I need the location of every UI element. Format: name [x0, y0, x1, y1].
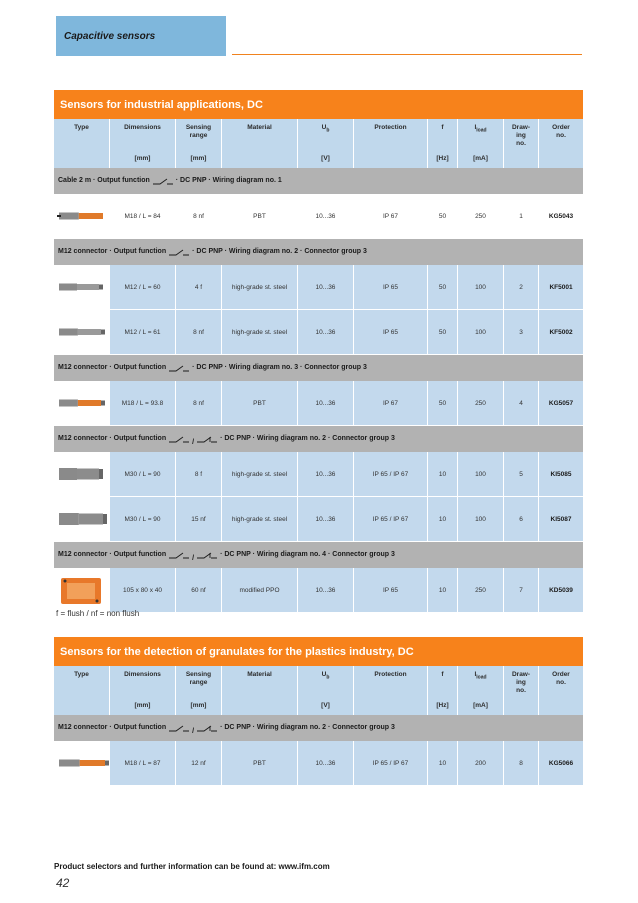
group-prefix: M12 connector · Output function: [58, 364, 167, 371]
sensor-image: [54, 310, 110, 354]
cell-iload: 250: [458, 194, 504, 238]
group-prefix: M12 connector · Output function: [58, 724, 167, 731]
page-number: 42: [56, 876, 70, 890]
sensor-icon: [55, 575, 109, 605]
sensor-image: [54, 194, 110, 238]
cell-material: PBT: [222, 741, 298, 785]
no-contact-icon: [168, 248, 190, 257]
cell-range: 8 nf: [176, 194, 222, 238]
group-suffix: · DC PNP · Wiring diagram no. 2 · Connector group 3: [192, 248, 367, 255]
cell-protection: IP 65: [354, 568, 428, 612]
col-dimensions: Dimensions [mm]: [110, 666, 176, 715]
cell-ub: 10...36: [298, 497, 354, 541]
col-type: Type: [54, 119, 110, 168]
cell-protection: IP 65: [354, 310, 428, 354]
col-ub: $U_b$ [V]: [298, 666, 354, 715]
cell-dimensions: M18 / L = 87: [110, 741, 176, 785]
cell-dimensions: M30 / L = 90: [110, 497, 176, 541]
output-function-symbol: /: [166, 551, 220, 562]
cell-material: PBT: [222, 381, 298, 425]
cell-dimensions: M30 / L = 90: [110, 452, 176, 496]
cell-ub: 10...36: [298, 310, 354, 354]
cell-range: 15 nf: [176, 497, 222, 541]
output-function-symbol: [166, 248, 192, 259]
cell-range: 8 nf: [176, 381, 222, 425]
cell-order: KG5043: [548, 212, 574, 220]
cell-protection: IP 67: [354, 194, 428, 238]
cell-iload: 100: [458, 497, 504, 541]
cell-dimensions: 105 x 80 x 40: [110, 568, 176, 612]
cell-ub: 10...36: [298, 194, 354, 238]
cell-iload: 250: [458, 568, 504, 612]
cell-order: KF5001: [539, 265, 583, 309]
cell-protection: IP 67: [354, 381, 428, 425]
table-header: [54, 666, 583, 715]
group-header: [54, 715, 583, 741]
cell-range: 60 nf: [176, 568, 222, 612]
sensor-image: [54, 452, 110, 496]
col-drawing: Draw- ing no.: [504, 119, 539, 168]
col-order: Order no.: [552, 124, 570, 139]
cell-frequency: 10: [428, 452, 458, 496]
table-row: [54, 310, 583, 355]
table-header: [54, 119, 583, 168]
no-contact-icon: [152, 177, 174, 186]
group-header: [54, 542, 583, 568]
cell-protection: IP 65 / IP 67: [354, 452, 428, 496]
cell-material: high-grade st. steel: [222, 452, 298, 496]
cell-order: KI5087: [539, 497, 583, 541]
cell-dimensions: M12 / L = 61: [110, 310, 176, 354]
cell-drawing: 6: [504, 497, 539, 541]
col-type: Type: [54, 666, 110, 715]
cell-range: 8 nf: [176, 310, 222, 354]
no-contact-icon: [168, 724, 190, 733]
nc-contact-icon: [196, 551, 218, 560]
cell-ub: 10...36: [298, 381, 354, 425]
cell-dimensions: M18 / L = 93.8: [110, 381, 176, 425]
cell-order: KG5057: [539, 381, 583, 425]
cell-iload: 200: [458, 741, 504, 785]
col-order: Order no.: [552, 671, 570, 686]
cell-range: 12 nf: [176, 741, 222, 785]
section-industrial: [54, 90, 583, 613]
cell-order: KF5002: [539, 310, 583, 354]
sensor-icon: [55, 201, 109, 231]
sensor-image: [54, 381, 110, 425]
cell-frequency: 10: [428, 741, 458, 785]
cell-ub: 10...36: [298, 265, 354, 309]
sensor-image: [54, 741, 110, 785]
flush-note: f = flush / nf = non flush: [56, 609, 140, 618]
col-ub: $U_b$ [V]: [298, 119, 354, 168]
group-header: [54, 355, 583, 381]
col-iload: $I_{load}$ [mA]: [458, 119, 504, 168]
sensor-icon: [55, 388, 109, 418]
sensor-icon: [55, 748, 109, 778]
cell-drawing: 5: [504, 452, 539, 496]
group-suffix: · DC PNP · Wiring diagram no. 1: [175, 177, 282, 184]
footer-info: Product selectors and further information can be found at: www.ifm.com: [54, 862, 330, 871]
output-function-symbol: /: [166, 724, 220, 735]
col-iload: $I_{load}$ [mA]: [458, 666, 504, 715]
cell-frequency: 10: [428, 497, 458, 541]
cell-iload: 100: [458, 452, 504, 496]
category-title: Capacitive sensors: [64, 31, 156, 42]
table-row: [54, 452, 583, 497]
output-function-symbol: [166, 364, 192, 375]
col-frequency: f [Hz]: [428, 666, 458, 715]
cell-material: modified PPO: [222, 568, 298, 612]
col-protection: Protection: [354, 666, 428, 715]
col-range: Sensing range [mm]: [176, 666, 222, 715]
no-contact-icon: [168, 364, 190, 373]
group-prefix: M12 connector · Output function: [58, 435, 167, 442]
sensor-icon: [55, 272, 109, 302]
table-row: [54, 497, 583, 542]
cell-range: 4 f: [176, 265, 222, 309]
cell-frequency: 50: [428, 381, 458, 425]
col-protection: Protection: [354, 119, 428, 168]
cell-material: PBT: [222, 194, 298, 238]
group-prefix: M12 connector · Output function: [58, 551, 167, 558]
cell-frequency: 50: [428, 194, 458, 238]
section-granulates: [54, 637, 583, 786]
group-suffix: · DC PNP · Wiring diagram no. 2 · Connector group 3: [220, 724, 395, 731]
cell-range: 8 f: [176, 452, 222, 496]
cell-drawing: 7: [504, 568, 539, 612]
cell-drawing: 4: [504, 381, 539, 425]
group-suffix: · DC PNP · Wiring diagram no. 4 · Connector group 3: [220, 551, 395, 558]
table-row: [54, 381, 583, 426]
sensor-image: [54, 497, 110, 541]
cell-protection: IP 65 / IP 67: [354, 497, 428, 541]
table-row: [54, 568, 583, 613]
cell-dimensions: M12 / L = 60: [110, 265, 176, 309]
header-rule: [232, 54, 582, 55]
cell-frequency: 50: [428, 310, 458, 354]
group-prefix: Cable 2 m · Output function: [58, 177, 150, 184]
table-row: [54, 194, 583, 239]
cell-protection: IP 65 / IP 67: [354, 741, 428, 785]
cell-dimensions: M18 / L = 84: [110, 194, 176, 238]
col-frequency: f [Hz]: [428, 119, 458, 168]
table-row: [54, 265, 583, 310]
no-contact-icon: [168, 551, 190, 560]
cell-material: high-grade st. steel: [222, 265, 298, 309]
group-header: [54, 426, 583, 452]
group-prefix: M12 connector · Output function: [58, 248, 167, 255]
category-tab: [56, 16, 226, 56]
table-row: [54, 741, 583, 786]
cell-order: KG5066: [539, 741, 583, 785]
cell-order: KD5039: [539, 568, 583, 612]
col-dimensions: Dimensions [mm]: [110, 119, 176, 168]
col-material: Material: [222, 666, 298, 715]
nc-contact-icon: [196, 724, 218, 733]
cell-iload: 250: [458, 381, 504, 425]
no-contact-icon: [168, 435, 190, 444]
cell-drawing: 8: [504, 741, 539, 785]
col-range: Sensing range [mm]: [176, 119, 222, 168]
sensor-icon: [55, 459, 109, 489]
cell-material: high-grade st. steel: [222, 497, 298, 541]
group-suffix: · DC PNP · Wiring diagram no. 2 · Connector group 3: [220, 435, 395, 442]
cell-ub: 10...36: [298, 741, 354, 785]
sensor-icon: [55, 317, 109, 347]
cell-iload: 100: [458, 310, 504, 354]
group-header: [54, 239, 583, 265]
col-material: Material: [222, 119, 298, 168]
group-suffix: · DC PNP · Wiring diagram no. 3 · Connector group 3: [192, 364, 367, 371]
cell-order: KI5085: [539, 452, 583, 496]
output-function-symbol: [150, 177, 176, 188]
cell-iload: 100: [458, 265, 504, 309]
cell-drawing: 1: [504, 194, 539, 238]
cell-drawing: 2: [504, 265, 539, 309]
cell-frequency: 10: [428, 568, 458, 612]
col-drawing: Draw- ing no.: [504, 666, 539, 715]
section-title: Sensors for the detection of granulates for the plastics industry, DC: [54, 637, 583, 666]
cell-drawing: 3: [504, 310, 539, 354]
output-function-symbol: /: [166, 435, 220, 446]
cell-ub: 10...36: [298, 452, 354, 496]
sensor-image: [54, 265, 110, 309]
section-title: Sensors for industrial applications, DC: [54, 90, 583, 119]
cell-ub: 10...36: [298, 568, 354, 612]
nc-contact-icon: [196, 435, 218, 444]
group-header: [54, 168, 583, 194]
cell-protection: IP 65: [354, 265, 428, 309]
cell-material: high-grade st. steel: [222, 310, 298, 354]
sensor-image: [54, 568, 110, 612]
cell-frequency: 50: [428, 265, 458, 309]
sensor-icon: [55, 504, 109, 534]
